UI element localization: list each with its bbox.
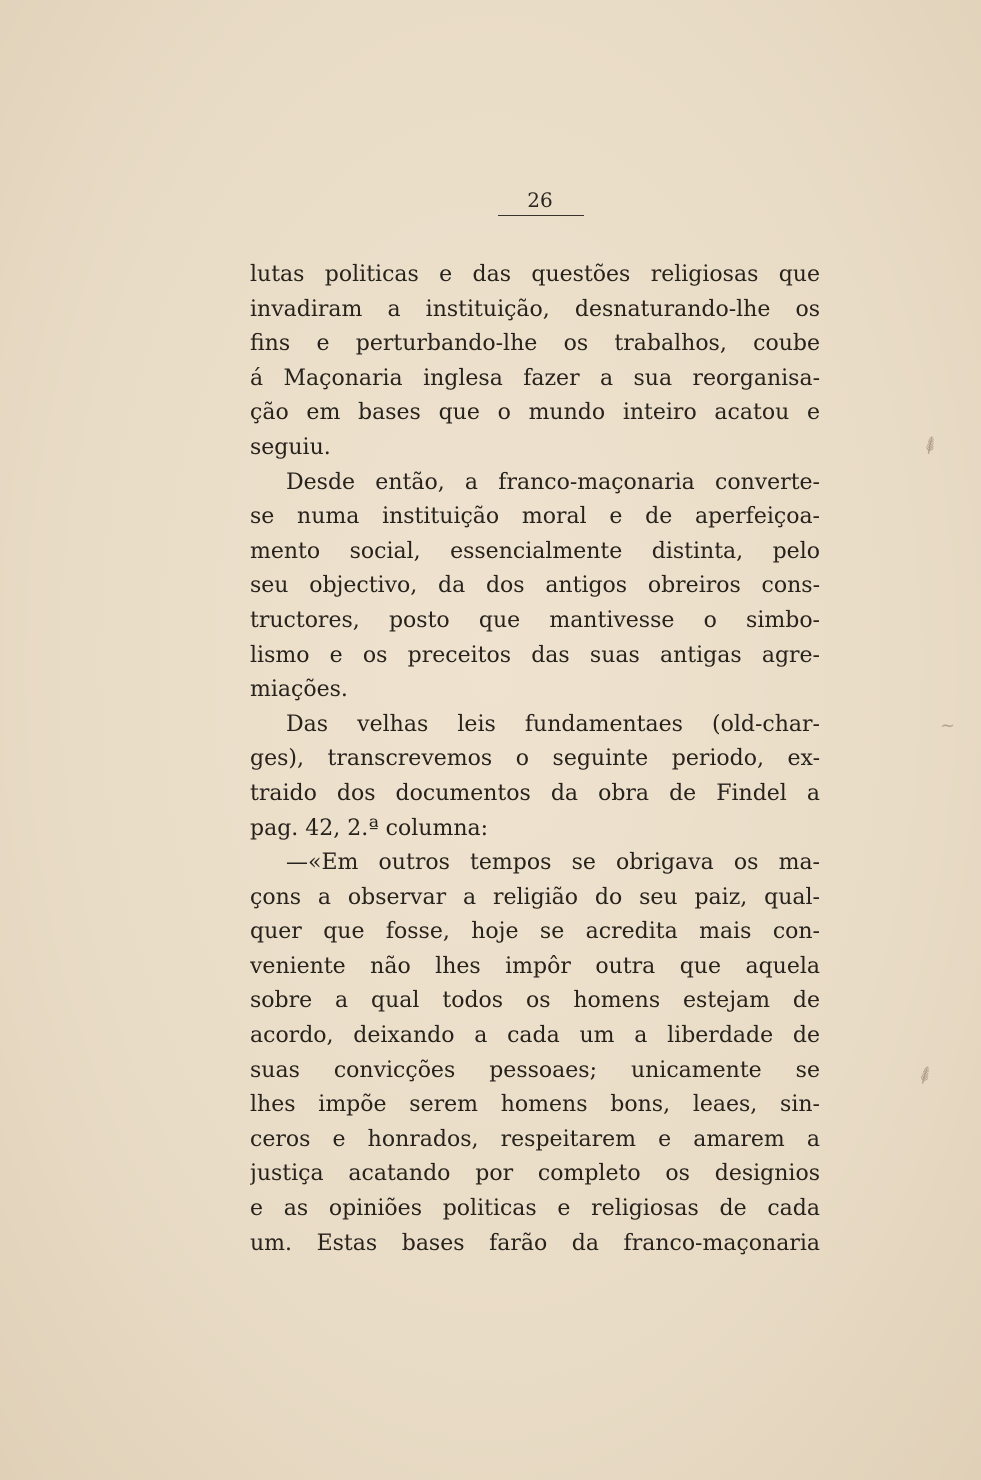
text-line: ges), transcrevemos o seguinte periodo, ex- [250,746,820,772]
body-text [250,258,820,1261]
text-line: Das velhas leis fundamentaes (old-char- [286,711,820,737]
text-line: quer que fosse, hoje se acredita mais con- [250,919,820,945]
text-line: invadiram a instituição, desnaturando-lhe os [250,296,820,322]
text-line: lutas politicas e das questões religiosas que [250,262,820,287]
text-line: acordo, deixando a cada um a liberdade de [250,1023,820,1049]
text-line: seu objectivo, da dos antigos obreiros cons- [250,573,820,599]
text-line: lhes impõe serem homens bons, leaes, sin- [250,1092,820,1118]
margin-mark-middle: ~ [940,715,956,736]
text-line: suas convicções pessoaes; unicamente se [250,1057,820,1083]
text-line: e as opiniões politicas e religiosas de cada [250,1196,820,1222]
text-line: lismo e os preceitos das suas antigas agre- [250,642,820,668]
margin-mark-top: ⸙ [916,427,945,463]
text-line: justiça acatando por completo os designios [250,1161,820,1187]
page-number-rule [498,215,584,216]
text-line: mento social, essencialmente distinta, pelo [250,538,820,564]
text-line: á Maçonaria inglesa fazer a sua reorganisa- [250,365,820,391]
text-line: um. Estas bases farão da franco-maçonaria [250,1230,820,1256]
text-line: pag. 42, 2.ª columna: [250,815,489,841]
text-line: çons a observar a religião do seu paiz, qual- [250,884,820,910]
text-line: traido dos documentos da obra de Findel a [250,780,820,806]
text-line: Desde então, a franco-maçonaria converte- [286,469,820,495]
text-line: se numa instituição moral e de aperfeiçoa- [250,504,820,530]
text-line: —«Em outros tempos se obrigava os ma- [286,850,820,876]
margin-mark-bottom: ⸙ [911,1057,939,1092]
text-line: seguiu. [250,434,331,460]
text-line: sobre a qual todos os homens estejam de [250,988,820,1014]
text-line: miações. [250,677,348,703]
text-line: ceros e honrados, respeitarem e amarem a [250,1126,820,1152]
page-number: 26 [527,188,553,212]
text-line: ção em bases que o mundo inteiro acatou e [250,400,820,426]
text-line: veniente não lhes impôr outra que aquela [250,953,820,979]
text-line: fins e perturbando-lhe os trabalhos, coube [250,331,820,357]
text-line: tructores, posto que mantivesse o simbo- [250,607,820,633]
